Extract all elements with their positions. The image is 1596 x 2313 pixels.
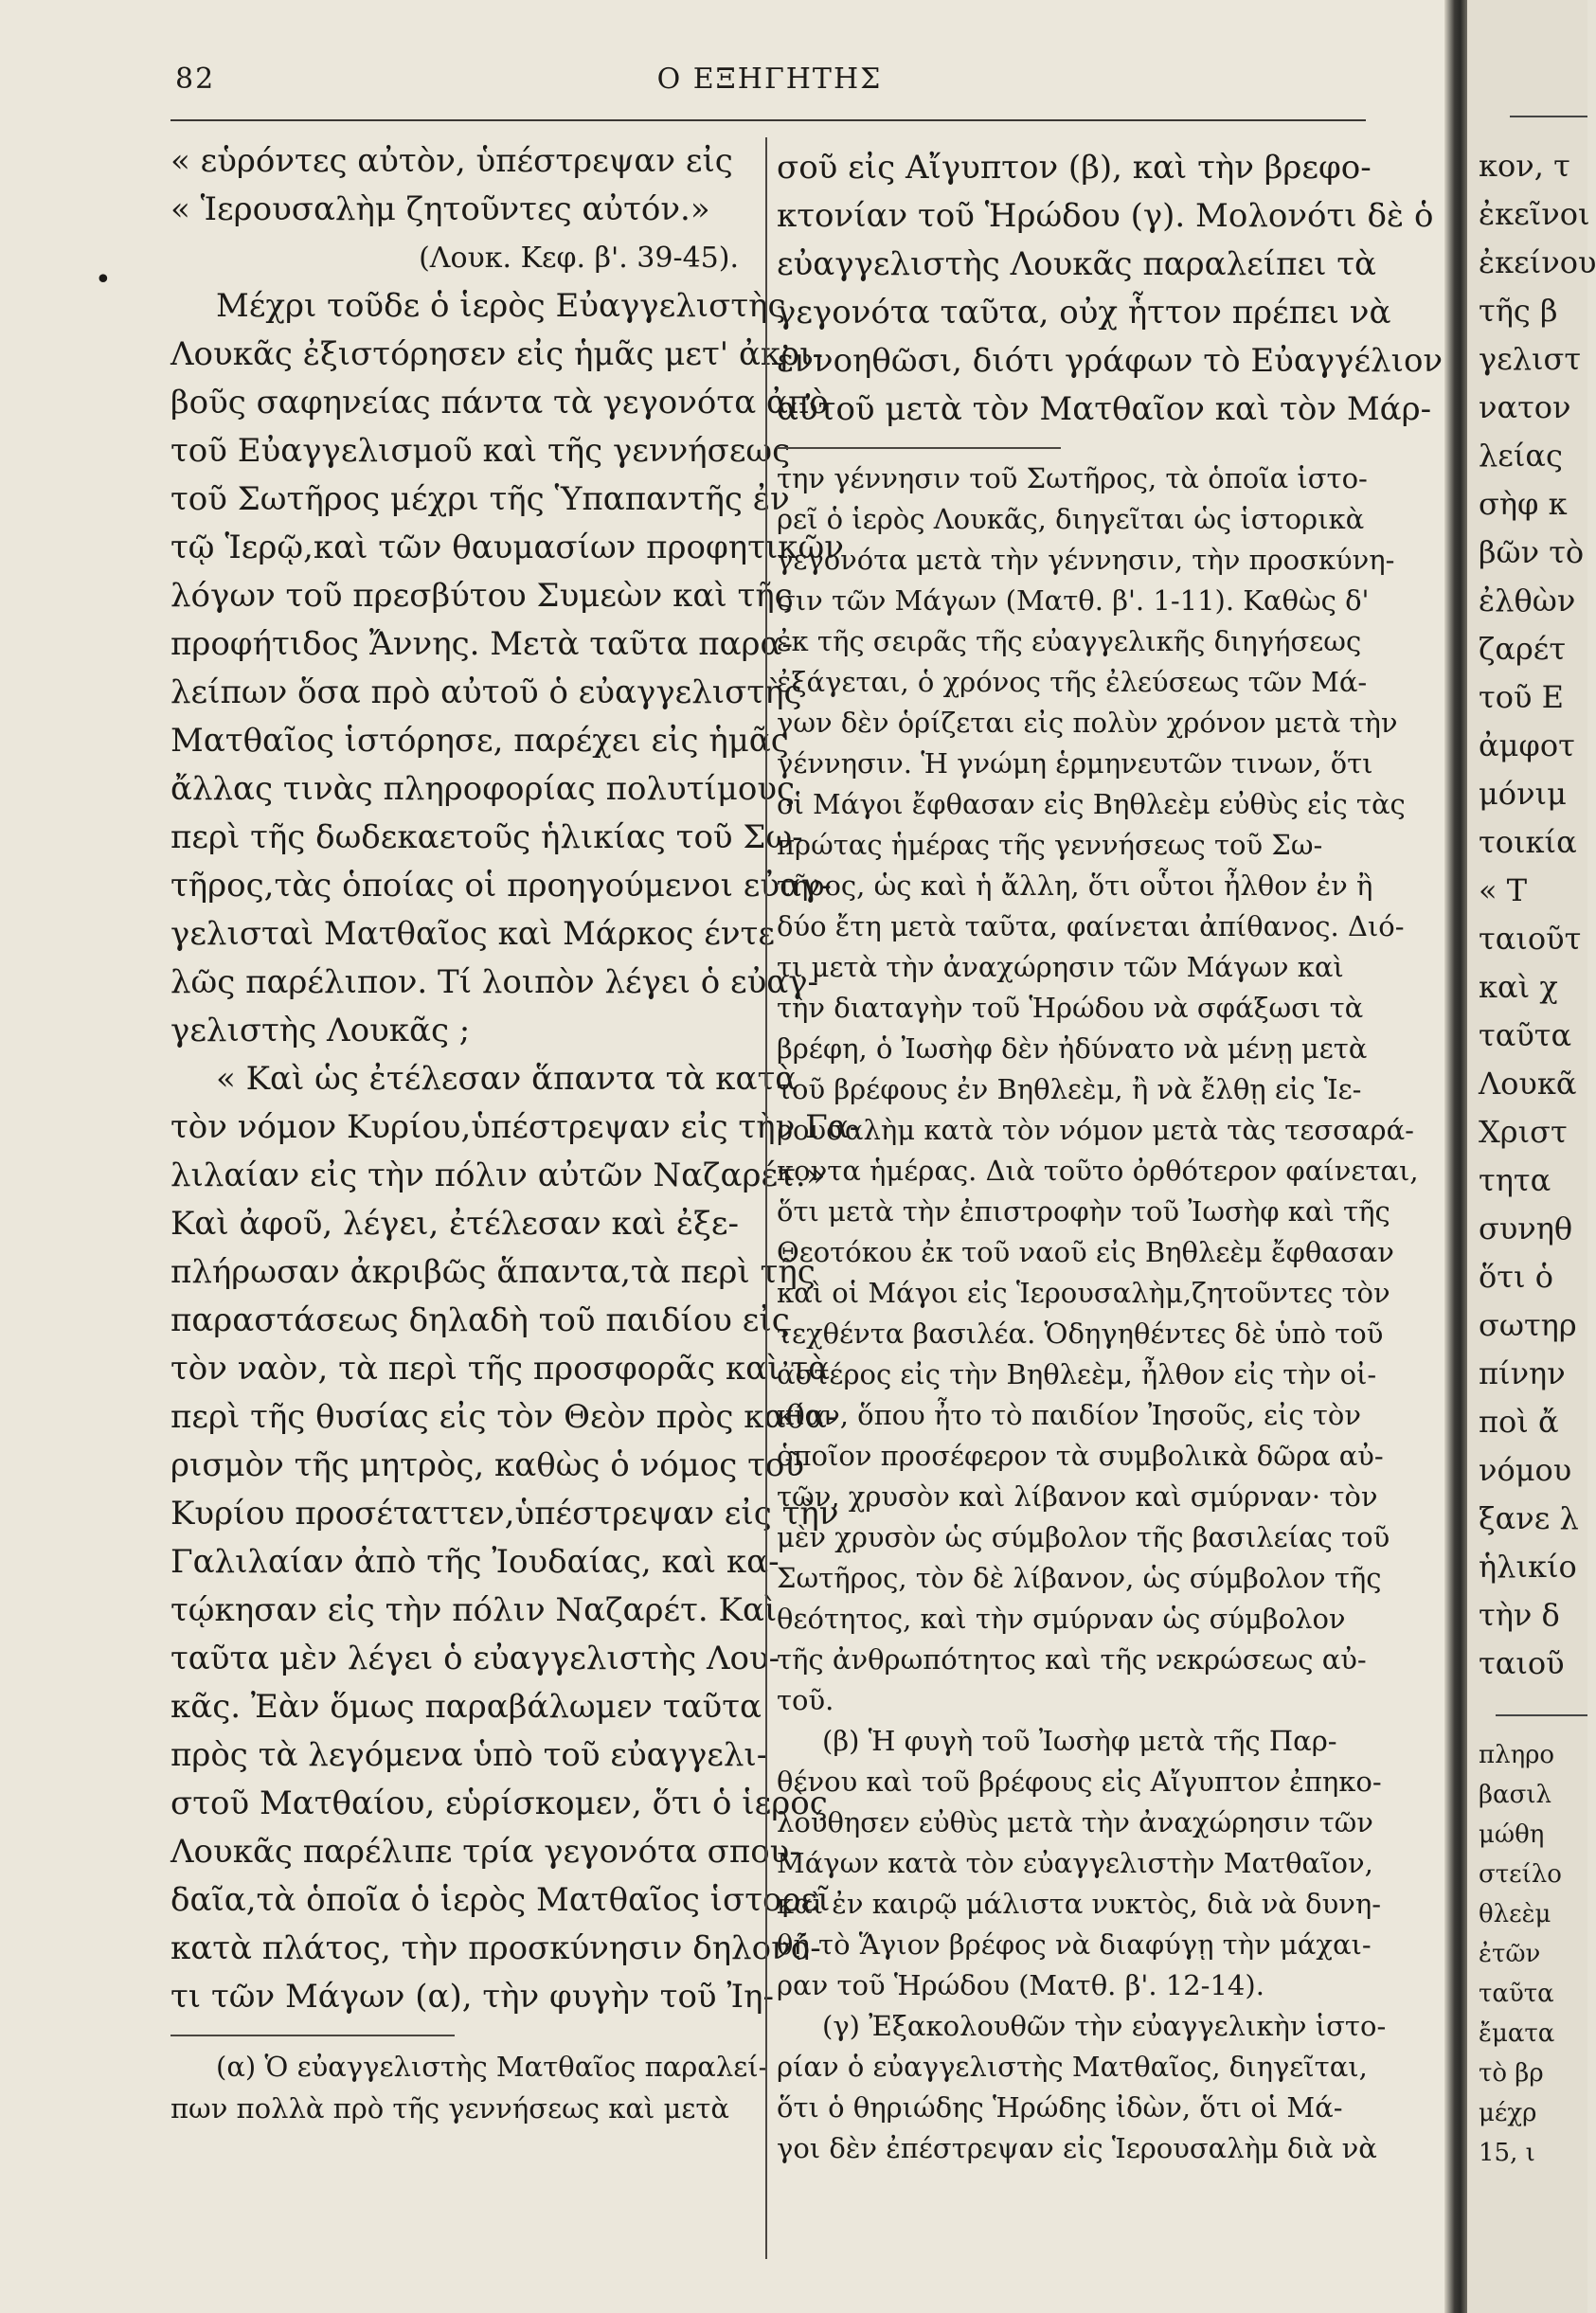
facing-text [1441, 142, 1596, 1688]
facing-line: ἐλθὼν [1479, 583, 1576, 619]
text-line: λείπων ὅσα πρὸ αὐτοῦ ὁ εὐαγγελιστὴς [170, 673, 802, 711]
page-header [175, 63, 1364, 110]
text-line: ἄλλας τινὰς πληροφορίας πολυτίμους [170, 770, 796, 808]
facing-footnote-line: στείλο [1479, 1860, 1562, 1889]
footnote-line: οἱ Μάγοι ἔφθασαν εἰς Βηθλεὲμ εὐθὺς εἰς τὰς [777, 788, 1406, 820]
footnote-line: θένου καὶ τοῦ βρέφους εἰς Αἴγυπτον ἐπηκο- [777, 1766, 1382, 1798]
text-line: λιλαίαν εἰς τὴν πόλιν αὐτῶν Ναζαρέτ.» [170, 1156, 826, 1194]
facing-line: γελιστ [1479, 341, 1582, 377]
footnote-line: τῶν, χρυσὸν καὶ λίβανον καὶ σμύρναν· τὸν [777, 1480, 1378, 1513]
text-line: τοῦ Σωτῆρος μέχρι τῆς Ὑπαπαντῆς ἐν [170, 480, 790, 518]
facing-line: συνηθ [1479, 1210, 1573, 1246]
text-line: τὸν ναὸν, τὰ περὶ τῆς προσφορᾶς καὶ τὰ [170, 1350, 831, 1388]
footnote-line: καὶ οἱ Μάγοι εἰς Ἱερουσαλὴμ,ζητοῦντες τὸν [777, 1277, 1390, 1309]
text-line: ταῦτα μὲν λέγει ὁ εὐαγγελιστὴς Λου- [170, 1640, 780, 1677]
text-line: « εὑρόντες αὐτὸν, ὑπέστρεψαν εἰς [170, 142, 733, 180]
facing-line: ζαρέτ [1479, 631, 1567, 667]
citation: (Λουκ. Κεφ. β'. 39-45). [419, 242, 739, 275]
facing-line: τοῦ Ε [1479, 679, 1564, 715]
text-line: αὐτοῦ μετὰ τὸν Ματθαῖον καὶ τὸν Μάρ- [777, 390, 1432, 428]
facing-line: κον, τ [1479, 148, 1570, 184]
facing-footnote-line: ἔματα [1479, 2019, 1555, 2048]
footnote-line: μὲν χρυσὸν ὡς σύμβολον τῆς βασιλείας τοῦ [777, 1521, 1390, 1553]
left-column [170, 137, 861, 2129]
footnote-line: κοντα ἡμέρας. Διὰ τοῦτο ὀρθότερον φαίνεται, [777, 1155, 1419, 1187]
facing-footnote-line: ἐτῶν [1479, 1940, 1541, 1968]
facing-line: τὴν δ [1479, 1597, 1560, 1633]
text-line: Λουκᾶς ἐξιστόρησεν εἰς ἡμᾶς μετ' ἀκρι- [170, 335, 823, 373]
facing-line: σωτηρ [1479, 1307, 1577, 1343]
footnote-line: τεχθέντα βασιλέα. Ὁδηγηθέντες δὲ ὑπὸ τοῦ [777, 1318, 1384, 1350]
facing-line: ὅτι ὁ [1479, 1259, 1553, 1295]
facing-line: βῶν τὸ [1479, 534, 1585, 570]
footnote-c [777, 2006, 1387, 2169]
text-line: κτονίαν τοῦ Ἡρώδου (γ). Μολονότι δὲ ὁ [777, 197, 1434, 235]
footnote-line: ἐξάγεται, ὁ χρόνος τῆς ἐλεύσεως τῶν Μά- [777, 666, 1368, 698]
margin-mark: • [95, 263, 112, 296]
text-line: τῴκησαν εἰς τὴν πόλιν Ναζαρέτ. Καὶ [170, 1591, 778, 1629]
text-line: Ματθαῖος ἱστόρησε, παρέχει εἰς ἡμᾶς [170, 722, 789, 760]
footnote-line: τὴν διαταγὴν τοῦ Ἡρώδου νὰ σφάξωσι τὰ [777, 992, 1364, 1024]
footnote-line: ραν τοῦ Ἡρώδου (Ματθ. β'. 12-14). [777, 1969, 1264, 2001]
footnote-line: κίαν, ὅπου ἦτο τὸ παιδίον Ἰησοῦς, εἰς τὸν [777, 1399, 1361, 1431]
facing-footnote-rule [1496, 1714, 1587, 1716]
facing-line: νατον [1479, 389, 1571, 425]
text-line: τῷ Ἱερῷ,καὶ τῶν θαυμασίων προφητικῶν [170, 529, 844, 566]
footnote-a [170, 2046, 768, 2129]
footnote-line: Μάγων κατὰ τὸν εὐαγγελιστὴν Ματθαῖον, [777, 1847, 1373, 1879]
facing-footnote-line: πληρο [1479, 1741, 1555, 1769]
text-line: Λουκᾶς παρέλιπε τρία γεγονότα σπου- [170, 1833, 800, 1871]
footnote-rule [170, 2035, 455, 2036]
facing-header-rule [1510, 116, 1587, 117]
facing-line: ἡλικίο [1479, 1549, 1577, 1585]
text-line: λῶς παρέλιπον. Τί λοιπὸν λέγει ὁ εὐαγ- [170, 963, 819, 1001]
text-line: κᾶς. Ἐὰν ὅμως παραβάλωμεν ταῦτα [170, 1688, 762, 1726]
text-line: τι τῶν Μάγων (α), τὴν φυγὴν τοῦ Ἰη- [170, 1978, 774, 2016]
facing-line: τοικία [1479, 824, 1577, 860]
footnote-line: ρουσαλὴμ κατὰ τὸν νόμον μετὰ τὰς τεσσαρά- [777, 1114, 1414, 1146]
facing-footnote-line: θλεὲμ [1479, 1900, 1551, 1928]
footnote-line: (α) Ὁ εὐαγγελιστὴς Ματθαῖος παραλεί- [216, 2051, 768, 2083]
footnote-line: πων πολλὰ πρὸ τῆς γεννήσεως καὶ μετὰ [170, 2092, 730, 2125]
facing-line: ἐκεῖνοι [1479, 196, 1590, 232]
footnote-line: λούθησεν εὐθὺς μετὰ τὴν ἀναχώρησιν τῶν [777, 1806, 1373, 1838]
facing-footnote-line: 15, ι [1479, 2139, 1535, 2167]
column-divider [765, 137, 767, 2259]
text-line: Μέχρι τοῦδε ὁ ἱερὸς Εὐαγγελιστὴς [216, 287, 786, 325]
text-line: δαῖα,τὰ ὁποῖα ὁ ἱερὸς Ματθαῖος ἱστορεῖ [170, 1881, 831, 1919]
footnote-b [777, 1721, 1382, 2006]
footnote-line: ρίαν ὁ εὐαγγελιστὴς Ματθαῖος, διηγεῖται, [777, 2051, 1368, 2083]
text-line: Γαλιλαίαν ἀπὸ τῆς Ἰουδαίας, καὶ κα- [170, 1543, 780, 1581]
footnote-rule [777, 447, 1061, 449]
text-line: « Καὶ ὡς ἐτέλεσαν ἅπαντα τὰ κατὰ [216, 1060, 798, 1098]
footnote-line: γων δὲν ὁρίζεται εἰς πολὺν χρόνον μετὰ τὴν [777, 707, 1398, 739]
text-line: τὸν νόμον Κυρίου,ὑπέστρεψαν εἰς τὴν Γα- [170, 1108, 861, 1146]
text-line: πλήρωσαν ἀκριβῶς ἅπαντα,τὰ περὶ τῆς [170, 1253, 816, 1291]
footnote-line: τοῦ. [777, 1684, 834, 1716]
facing-footnote-line: μέχρ [1479, 2099, 1537, 2127]
text-line: ἐννοηθῶσι, διότι γράφων τὸ Εὐαγγέλιον [777, 342, 1444, 380]
footnote-line: (β) Ἡ φυγὴ τοῦ Ἰωσὴφ μετὰ τῆς Παρ- [822, 1725, 1337, 1757]
facing-page-edge [1467, 0, 1596, 2313]
footnote-line: ἀστέρος εἰς τὴν Βηθλεὲμ, ἦλθον εἰς τὴν οἰ- [777, 1358, 1377, 1390]
text-line: βοῦς σαφηνείας πάντα τὰ γεγονότα ἀπὸ [170, 384, 829, 421]
footnote-line: Σωτῆρος, τὸν δὲ λίβανον, ὡς σύμβολον τῆς [777, 1562, 1382, 1594]
facing-line: ξανε λ [1479, 1500, 1579, 1536]
footnote-line: ὅτι ὁ θηριώδης Ἡρώδης ἰδὼν, ὅτι οἱ Μά- [777, 2091, 1343, 2124]
footnote-line: γεγονότα μετὰ τὴν γέννησιν, τὴν προσκύνη- [777, 544, 1395, 576]
facing-footnote-line: ταῦτα [1479, 1980, 1554, 2008]
facing-footnote-line: τὸ βρ [1479, 2059, 1544, 2088]
facing-footnote-line: μώθη [1479, 1820, 1545, 1849]
footnote-line: τῆρος, ὡς καὶ ἡ ἄλλη, ὅτι οὗτοι ἦλθον ἐν ἢ [777, 870, 1373, 902]
facing-line: ἐκείνου [1479, 244, 1596, 280]
text-line: στοῦ Ματθαίου, εὑρίσκομεν, ὅτι ὁ ἱερὸς [170, 1784, 828, 1822]
footnote-line: δύο ἔτη μετὰ ταῦτα, φαίνεται ἀπίθανος. Διό- [777, 910, 1405, 942]
footnote-line: ρεῖ ὁ ἱερὸς Λουκᾶς, διηγεῖται ὡς ἱστορικὰ [777, 503, 1365, 535]
footnote-line: ἐκ τῆς σειρᾶς τῆς εὐαγγελικῆς διηγήσεως [777, 625, 1362, 657]
footnote-line: βρέφη, ὁ Ἰωσὴφ δὲν ἠδύνατο νὰ μένῃ μετὰ [777, 1032, 1368, 1065]
text-line: γεγονότα ταῦτα, οὐχ ἧττον πρέπει νὰ [777, 294, 1391, 332]
text-line: περὶ τῆς δωδεκαετοῦς ἡλικίας τοῦ Σω- [170, 818, 803, 856]
footnote-a-continued [777, 458, 1419, 1721]
facing-line: τῆς β [1479, 293, 1558, 329]
footnote-line: την γέννησιν τοῦ Σωτῆρος, τὰ ὁποῖα ἱστο- [777, 462, 1368, 494]
footnote-line: τι μετὰ τὴν ἀναχώρησιν τῶν Μάγων καὶ [777, 951, 1344, 983]
facing-line: Λουκᾶ [1479, 1066, 1577, 1102]
right-column [777, 144, 1444, 2169]
footnote-line: θεότητος, καὶ τὴν σμύρναν ὡς σύμβολον [777, 1603, 1346, 1635]
text-line: σοῦ εἰς Αἴγυπτον (β), καὶ τὴν βρεφο- [777, 149, 1372, 187]
footnote-line: καὶ ἐν καιρῷ μάλιστα νυκτὸς, διὰ νὰ δυνη- [777, 1888, 1382, 1920]
footnote-line: γέννησιν. Ἡ γνώμη ἑρμηνευτῶν τινων, ὅτι [777, 747, 1373, 780]
footnote-line: ὁποῖον προσέφερον τὰ συμβολικὰ δῶρα αὐ- [777, 1440, 1384, 1472]
text-line: Κυρίου προσέταττεν,ὑπέστρεψαν εἰς τὴν [170, 1495, 839, 1533]
footnote-line: τοῦ βρέφους ἐν Βηθλεὲμ, ἢ νὰ ἔλθῃ εἰς Ἱε- [777, 1073, 1362, 1105]
opening-quote [170, 137, 758, 234]
facing-line: ταιοῦτ [1479, 921, 1582, 957]
page-number: 82 [175, 63, 216, 96]
text-line: ρισμὸν τῆς μητρὸς, καθὼς ὁ νόμος τοῦ [170, 1446, 805, 1484]
footnote-line: ὅτι μετὰ τὴν ἐπιστροφὴν τοῦ Ἰωσὴφ καὶ τῆς [777, 1195, 1390, 1228]
text-line: κατὰ πλάτος, τὴν προσκύνησιν δηλονό- [170, 1929, 821, 1967]
facing-line: ἀμφοτ [1479, 727, 1575, 763]
running-title: Ο ΕΞΗΓΗΤΗΣ [656, 63, 883, 96]
header-rule [170, 119, 1366, 121]
text-line: τῆρος,τὰς ὁποίας οἱ προηγούμενοι εὐαγ- [170, 867, 832, 905]
facing-line: καὶ χ [1479, 969, 1558, 1005]
text-line: γελιστὴς Λουκᾶς ; [170, 1012, 471, 1049]
text-line: παραστάσεως δηλαδὴ τοῦ παιδίου εἰς [170, 1301, 790, 1339]
footnote-line: πρώτας ἡμέρας τῆς γεννήσεως τοῦ Σω- [777, 829, 1323, 861]
footnote-line: Θεοτόκου ἐκ τοῦ ναοῦ εἰς Βηθλεὲμ ἔφθασαν [777, 1236, 1394, 1268]
text-line: πρὸς τὰ λεγόμενα ὑπὸ τοῦ εὐαγγελι- [170, 1736, 768, 1774]
facing-footnotes [1441, 1735, 1562, 2173]
paragraph-2 [170, 1055, 861, 2021]
footnote-line: σιν τῶν Μάγων (Ματθ. β'. 1-11). Καθὼς δ' [777, 584, 1370, 617]
text-line: περὶ τῆς θυσίας εἰς τὸν Θεὸν πρὸς καθα- [170, 1398, 838, 1436]
text-line: « Ἱερουσαλὴμ ζητοῦντες αὐτόν.» [170, 190, 710, 228]
paragraph-1 [170, 282, 844, 1055]
facing-line: μόνιμ [1479, 776, 1567, 812]
text-line: εὐαγγελιστὴς Λουκᾶς παραλείπει τὰ [777, 245, 1376, 283]
facing-line: ταιοῦ [1479, 1645, 1565, 1681]
text-line: λόγων τοῦ πρεσβύτου Συμεὼν καὶ τῆς [170, 577, 793, 615]
facing-line: πίνην [1479, 1355, 1566, 1391]
facing-footnote-line: βασιλ [1479, 1781, 1552, 1809]
facing-line: σὴφ κ [1479, 486, 1568, 522]
footnote-line: τῆς ἀνθρωπότητος καὶ τῆς νεκρώσεως αὐ- [777, 1643, 1367, 1676]
facing-line: ποὶ ἄ [1479, 1404, 1559, 1440]
footnote-line: (γ) Ἐξακολουθῶν τὴν εὐαγγελικὴν ἱστο- [822, 2010, 1387, 2042]
facing-line: τητα [1479, 1162, 1551, 1198]
facing-line: ταῦτα [1479, 1017, 1572, 1053]
facing-line: λείας [1479, 438, 1563, 474]
text-line: Καὶ ἀφοῦ, λέγει, ἐτέλεσαν καὶ ἐξε- [170, 1205, 739, 1243]
paragraph-continued [777, 144, 1444, 434]
footnote-line: θῇ τὸ Ἅγιον βρέφος νὰ διαφύγῃ τὴν μάχαι- [777, 1928, 1372, 1961]
facing-line: νόμου [1479, 1452, 1572, 1488]
text-line: τοῦ Εὐαγγελισμοῦ καὶ τῆς γεννήσεως [170, 432, 791, 470]
facing-line: « Τ [1479, 872, 1528, 908]
text-line: γελισταὶ Ματθαῖος καὶ Μάρκος έντε [170, 915, 775, 953]
text-line: προφήτιδος Ἄννης. Μετὰ ταῦτα παρα- [170, 625, 793, 663]
footnote-line: γοι δὲν ἐπέστρεψαν εἰς Ἱερουσαλὴμ διὰ νὰ [777, 2132, 1377, 2164]
facing-line: Χριστ [1479, 1114, 1568, 1150]
